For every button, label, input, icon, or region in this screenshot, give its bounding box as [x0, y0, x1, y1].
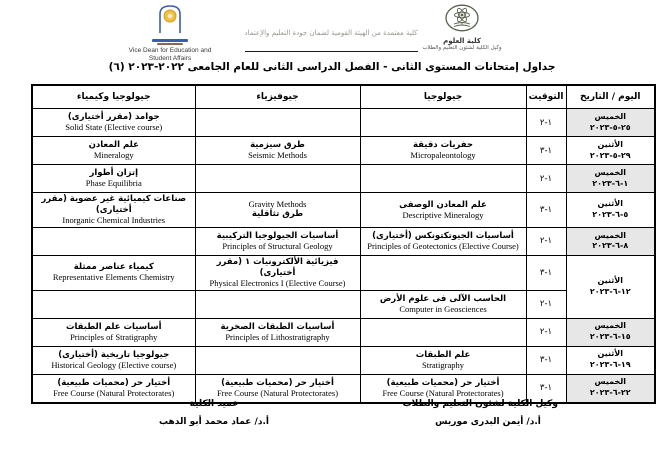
course-line: Phase Equilibria: [85, 178, 142, 189]
day-label: الخميس: [594, 167, 626, 177]
table-row: [32, 318, 655, 346]
date-cell: [566, 227, 655, 255]
footer-vice-dean-signature: [402, 399, 558, 427]
course-line: Representative Elements Chemistry: [52, 272, 175, 283]
date-value: ١٢-٦-٢٠٢٣: [589, 286, 631, 296]
course-cell-geo_chem: [32, 318, 195, 346]
course-line: أساسيات الطبقات الصخرية: [220, 321, 335, 332]
date-cell: [566, 318, 655, 346]
faculty-of-science-logo-icon: [444, 17, 480, 36]
course-cell-geophysics: [195, 137, 360, 165]
time-cell: ١-٣: [526, 255, 566, 290]
course-cell-geo_chem: [32, 193, 195, 228]
course-cell-geology: [360, 227, 526, 255]
course-cell-geology: [360, 290, 526, 318]
faculty-logo-subtitle: وكيل الكلية لشئون التعليم والطلاب: [422, 45, 502, 51]
course-line: Principles of Structural Geology: [222, 241, 333, 251]
time-cell: ١-٢: [526, 109, 566, 137]
course-cell-geology: [360, 346, 526, 374]
course-cell-geology: [360, 165, 526, 193]
university-logo-block: [128, 4, 212, 63]
course-line: جوامد (مقرر أختيارى): [67, 112, 160, 123]
table-row: [32, 165, 655, 193]
header-divider: [245, 51, 418, 52]
course-line: Computer in Geosciences: [399, 303, 487, 314]
course-cell-geology: [360, 109, 526, 137]
date-cell: [566, 374, 655, 403]
time-cell: ١-٣: [526, 374, 566, 403]
course-cell-geophysics: [195, 318, 360, 346]
course-line: طرق تثاقلية: [251, 209, 304, 220]
course-line: Historical Geology (Elective course): [51, 359, 177, 370]
course-cell-geo_chem: [32, 346, 195, 374]
vice-dean-title: وكيل الكلية لشئون التعليم والطلاب: [402, 399, 558, 409]
course-line: علم المعادن: [88, 140, 139, 151]
table-row: [32, 193, 655, 228]
day-label: الخميس: [594, 111, 626, 121]
date-cell: [566, 255, 655, 318]
table-row: [32, 109, 655, 137]
time-cell: ١-٢: [526, 290, 566, 318]
date-cell: [566, 137, 655, 165]
date-value: ٢٩-٥-٢٠٢٣: [589, 150, 631, 160]
column-header-geology: جيولوجيا: [360, 85, 526, 109]
course-cell-geology: [360, 318, 526, 346]
course-line: Descriptive Mineralogy: [402, 209, 484, 220]
course-cell-geophysics: [195, 193, 360, 228]
day-label: الخميس: [594, 377, 626, 387]
page-title: جداول إمتحانات المستوى الثانى - الفصل الدراسى الثانى للعام الجامعى ٢٠٢٢-٢٠٢٣ (٦): [108, 61, 556, 73]
course-cell-geo_chem: [32, 165, 195, 193]
course-line: جيولوجيا تاريخية (أختيارى): [58, 349, 170, 360]
course-line: Seismic Methods: [248, 150, 307, 161]
date-value: ١-٦-٢٠٢٣: [592, 178, 629, 188]
course-line: Mineralogy: [93, 150, 134, 161]
date-cell: [566, 346, 655, 374]
date-cell: [566, 165, 655, 193]
table-row: [32, 346, 655, 374]
accreditation-text: كلية معتمدة من الهيئة القومية لضمان جودة التعليم والإعتماد: [244, 29, 418, 37]
table-row: [32, 255, 655, 290]
course-cell-geo_chem: [32, 137, 195, 165]
time-cell: ١-٢: [526, 318, 566, 346]
faculty-logo-block: [420, 4, 504, 52]
course-line: أختيار حر (محميات طبيعية): [57, 377, 171, 388]
course-cell-geophysics: [195, 346, 360, 374]
course-line: أختيار حر (محميات طبيعية): [386, 377, 500, 388]
university-arch-logo-icon: [157, 19, 183, 38]
course-line: إتزان أطوار: [89, 168, 139, 179]
date-value: ٥-٦-٢٠٢٣: [592, 209, 629, 219]
day-label: الخميس: [594, 230, 626, 240]
column-header-geophysics: جيوفيزياء: [195, 85, 360, 109]
course-line: Inorganic Chemical Industries: [62, 215, 166, 226]
schedule-table-body: [32, 109, 655, 403]
time-cell: ١-٣: [526, 137, 566, 165]
time-cell: ١-٣: [526, 193, 566, 228]
day-label: الأثنين: [597, 349, 623, 359]
course-line: أختيار حر (محميات طبيعية): [221, 377, 334, 388]
day-label: الخميس: [594, 321, 626, 331]
course-cell-geo_chem: [32, 255, 195, 290]
course-line: الحاسب الآلى فى علوم الأرض: [379, 293, 507, 304]
column-header-time: التوقيت: [526, 85, 566, 109]
column-header-geology-chemistry: جيولوجيا وكيمياء: [32, 85, 195, 109]
course-line: Principles of Geotectonics (Elective Course): [367, 241, 519, 251]
time-cell: ١-٣: [526, 346, 566, 374]
logo-script-mark: [152, 39, 188, 42]
course-line: أساسيات علم الطبقات: [65, 321, 162, 332]
course-line: Gravity Methods: [248, 198, 307, 209]
course-line: علم المعادن الوصفى: [399, 199, 487, 210]
date-value: ٢٢-٦-٢٠٢٣: [589, 388, 631, 398]
date-value: ٢٥-٥-٢٠٢٣: [589, 122, 631, 132]
day-label: الأثنين: [597, 139, 623, 149]
course-cell-geo_chem: [32, 227, 195, 255]
course-line: Free Course (Natural Protectorates): [382, 387, 504, 398]
course-line: فيزيائية الألكترونيات ١ (مقرر أختيارى): [216, 256, 339, 278]
day-label: الأثنين: [597, 275, 623, 285]
course-cell-geology: [360, 137, 526, 165]
vice-dean-name: أ.د/ أيمن البدرى موريس: [435, 417, 541, 427]
left-logo-caption-line2: Student Affairs: [148, 55, 192, 63]
table-row: [32, 374, 655, 403]
course-cell-geo_chem: [32, 290, 195, 318]
course-line: صناعات كيميائية غير عضوية (مقرر أختيارى): [41, 194, 187, 216]
table-header-row: [32, 85, 655, 109]
course-cell-geophysics: [195, 109, 360, 137]
dean-title: عميد الكلية: [189, 399, 239, 409]
date-value: ١٩-٦-٢٠٢٣: [589, 360, 631, 370]
exam-schedule-table: [31, 84, 656, 404]
course-line: أساسيات الجيوتكتونكس (أختيارى): [372, 230, 514, 241]
course-cell-geology: [360, 255, 526, 290]
course-line: أساسيات الجيولوجيا التركيبية: [216, 230, 339, 241]
column-header-day-date: اليوم / التاريخ: [566, 85, 655, 109]
course-cell-geophysics: [195, 290, 360, 318]
left-logo-caption-line1: Vice Dean for Education and: [128, 47, 212, 54]
time-cell: ١-٢: [526, 227, 566, 255]
day-label: الأثنين: [597, 199, 623, 209]
course-line: Free Course (Natural Protectorates): [216, 387, 339, 398]
faculty-logo-title: كلية العلوم: [443, 37, 481, 45]
course-cell-geo_chem: [32, 109, 195, 137]
course-cell-geophysics: [195, 255, 360, 290]
course-line: Principles of Lithostratigraphy: [225, 331, 330, 342]
course-line: علم الطبقات: [415, 349, 471, 360]
course-line: كيمياء عناصر ممثلة: [73, 262, 154, 273]
time-cell: ١-٢: [526, 165, 566, 193]
footer-dean-signature: [148, 399, 280, 427]
course-cell-geophysics: [195, 165, 360, 193]
date-cell: [566, 193, 655, 228]
course-line: Solid State (Elective course): [65, 122, 163, 133]
course-cell-geology: [360, 193, 526, 228]
course-line: Principles of Stratigraphy: [70, 331, 158, 342]
date-value: ١٥-٦-٢٠٢٣: [589, 332, 631, 342]
date-value: ٨-٦-٢٠٢٣: [592, 241, 629, 251]
dean-name: أ.د/ عماد محمد أبو الدهب: [159, 417, 269, 427]
course-line: Physical Electronics I (Elective Course): [209, 277, 346, 288]
course-cell-geophysics: [195, 227, 360, 255]
table-row: [32, 137, 655, 165]
date-cell: [566, 109, 655, 137]
course-line: Micropaleontology: [410, 150, 476, 161]
course-line: حفريات دقيقة: [412, 140, 474, 151]
table-row: [32, 290, 655, 318]
course-line: Stratigraphy: [421, 359, 465, 370]
table-row: [32, 227, 655, 255]
logo-name-mark: [157, 43, 183, 45]
course-line: طرق سيزمية: [250, 140, 305, 151]
course-line: Free Course (Natural Protectorates): [53, 387, 175, 398]
